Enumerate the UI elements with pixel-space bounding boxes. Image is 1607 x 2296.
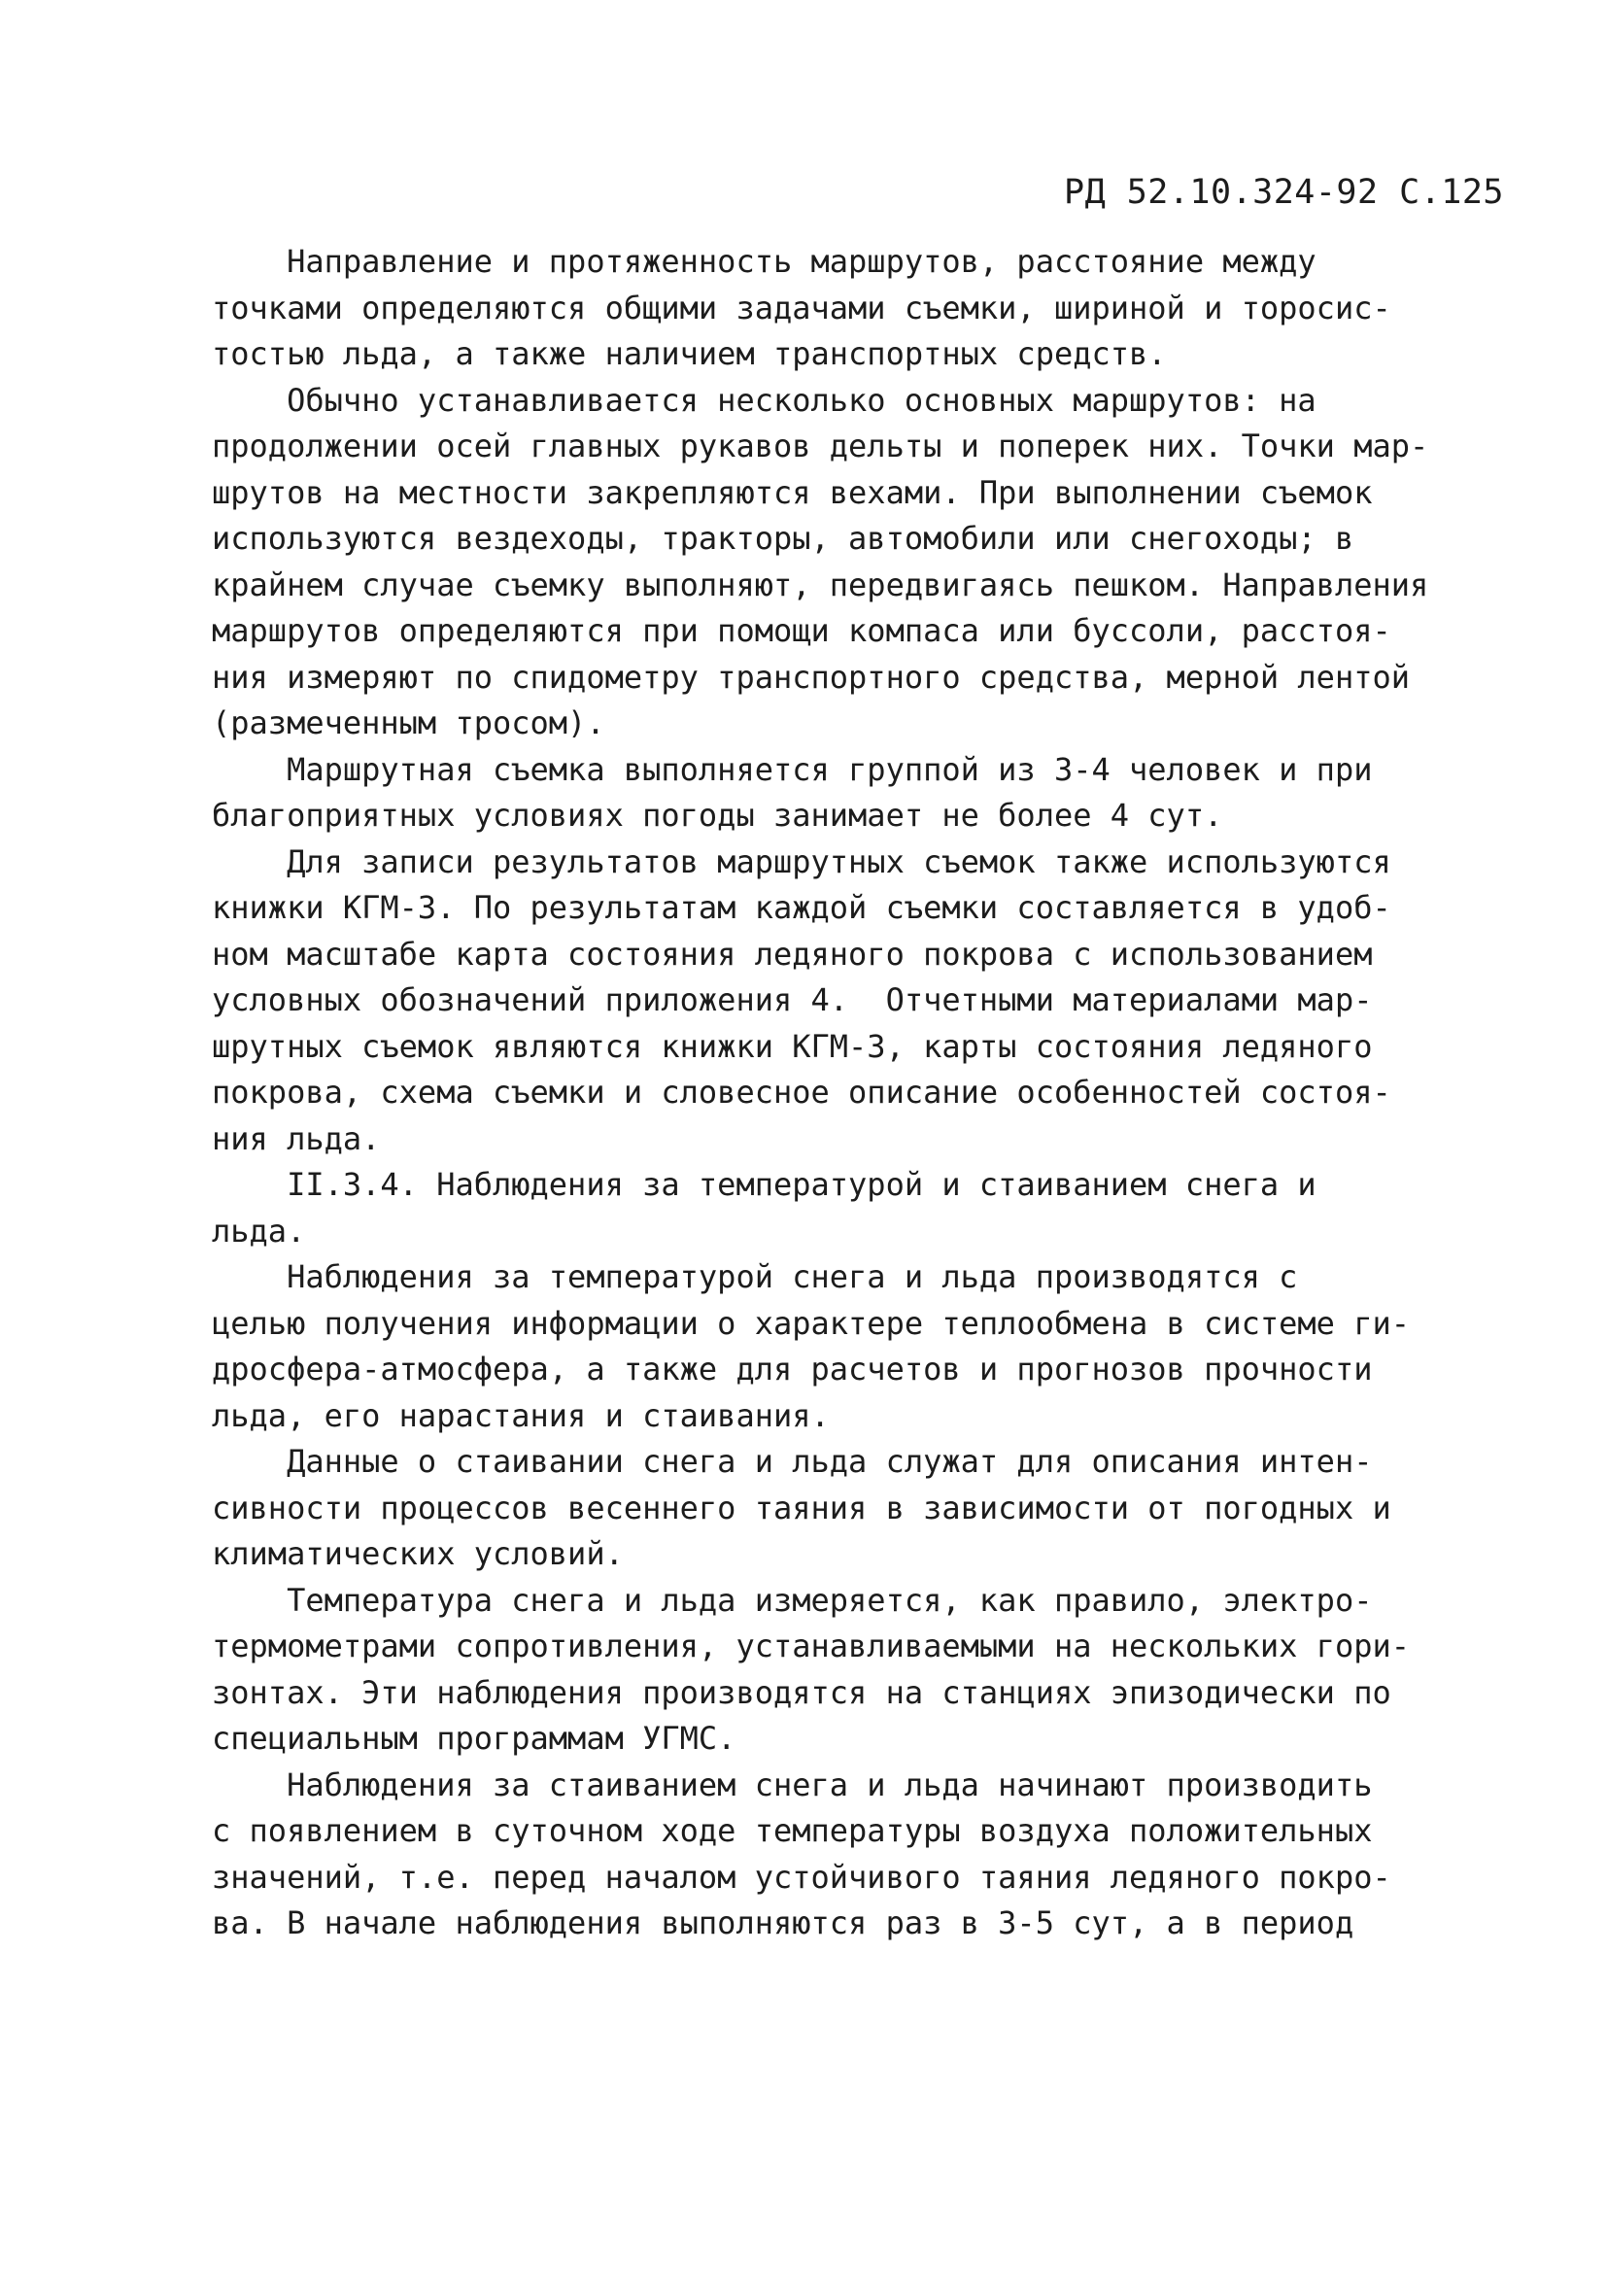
text-line: льда, его нарастания и стаивания. — [212, 1396, 830, 1434]
text-line: сивности процессов весеннего таяния в зависимости от погодных и — [212, 1489, 1391, 1526]
text-line: Маршрутная съемка выполняется группой из 3-4 человек и при — [212, 750, 1373, 788]
text-line: ния льда. — [212, 1119, 381, 1157]
section-heading: льда. — [212, 1212, 306, 1250]
text-line: Для записи результатов маршрутных съемок также используются — [212, 842, 1391, 880]
text-line: целью получения информации о характере теплообмена в системе ги- — [212, 1304, 1410, 1342]
text-line: ния измеряют по спидометру транспортного средства, мерной лентой — [212, 658, 1410, 696]
text-line: климатических условий. — [212, 1535, 624, 1572]
text-line: покрова, схема съемки и словесное описание особенностей состоя- — [212, 1074, 1391, 1111]
text-line: дросфера-атмосфера, а также для расчетов и прогнозов прочности — [212, 1351, 1373, 1388]
text-line: точками определяются общими задачами съемки, шириной и торосис- — [212, 289, 1391, 326]
text-line: ва. В начале наблюдения выполняются раз в 3-5 сут, а в период — [212, 1904, 1354, 1941]
text-line: Температура снега и льда измеряется, как правило, электро- — [212, 1581, 1373, 1619]
text-line: с появлением в суточном ходе температуры воздуха положительных — [212, 1812, 1373, 1849]
text-line: тостью льда, а также наличием транспортных средств. — [212, 335, 1167, 372]
text-line: Наблюдения за температурой снега и льда производятся с — [212, 1258, 1298, 1295]
text-line: значений, т.е. перед началом устойчивого таяния ледяного покро- — [212, 1858, 1391, 1896]
text-line: продолжении осей главных рукавов дельты и поперек них. Точки мар- — [212, 428, 1429, 464]
text-line: термометрами сопротивления, устанавливаемыми на нескольких гори- — [212, 1628, 1410, 1664]
text-line: зонтах. Эти наблюдения производятся на станциях эпизодически по — [212, 1673, 1391, 1711]
text-line: маршрутов определяются при помощи компаса или буссоли, расстоя- — [212, 612, 1391, 649]
text-line: благоприятных условиях погоды занимает не более 4 сут. — [212, 797, 1223, 834]
text-line: Направление и протяженность маршрутов, расстояние между — [212, 243, 1316, 280]
text-line: ном масштабе карта состояния ледяного покрова с использованием — [212, 935, 1373, 973]
text-line: специальным программам УГМС. — [212, 1720, 736, 1757]
page-header: РД 52.10.324-92 С.125 — [1064, 173, 1505, 212]
text-line: (размеченным тросом). — [212, 704, 605, 741]
text-line: книжки КГМ-3. По результатам каждой съемки составляется в удоб- — [212, 889, 1391, 926]
text-line: Данные о стаивании снега и льда служат для описания интен- — [212, 1443, 1373, 1480]
text-line: используются вездеходы, тракторы, автомобили или снегоходы; в — [212, 520, 1354, 557]
text-line: шрутных съемок являются книжки КГМ-3, карты состояния ледяного — [212, 1027, 1373, 1065]
text-line: Обычно устанавливается несколько основных маршрутов: на — [212, 381, 1316, 419]
text-line: крайнем случае съемку выполняют, передвигаясь пешком. Направления — [212, 565, 1429, 603]
body-text — [212, 239, 1475, 1947]
text-line: Наблюдения за стаиванием снега и льда начинают производить — [212, 1765, 1373, 1803]
text-line: условных обозначений приложения 4. Отчетными материалами мар- — [212, 981, 1373, 1018]
text-line: шрутов на местности закрепляются вехами. При выполнении съемок — [212, 473, 1373, 511]
section-heading: II.3.4. Наблюдения за температурой и стаиванием снега и — [212, 1166, 1316, 1203]
